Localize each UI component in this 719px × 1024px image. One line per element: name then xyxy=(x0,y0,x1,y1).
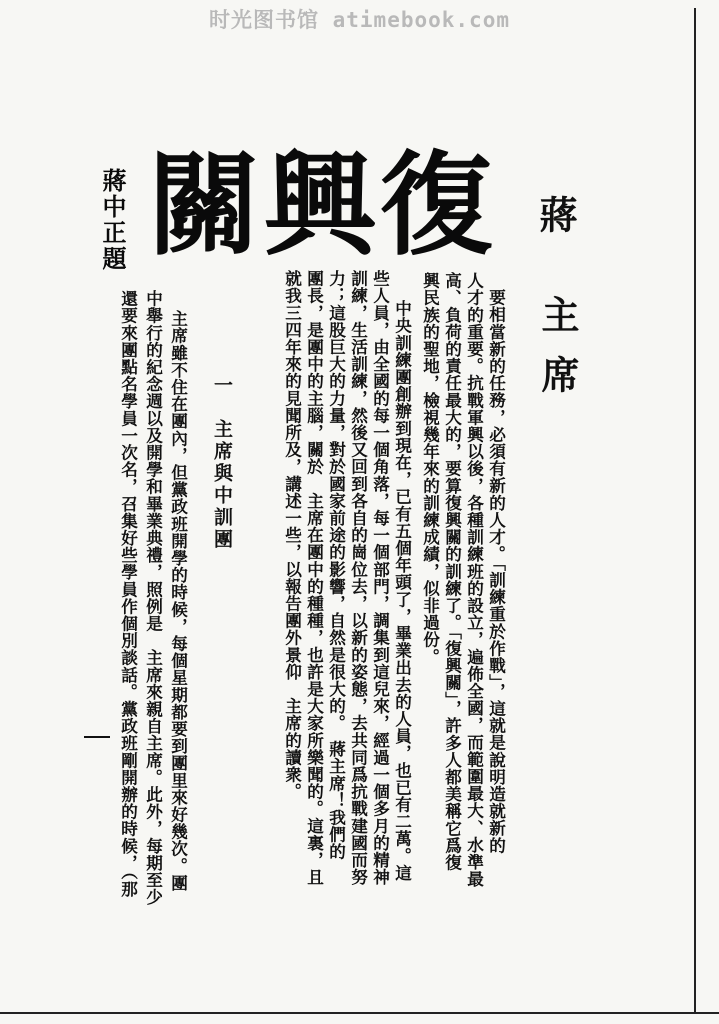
author-title: 主席 xyxy=(535,295,580,415)
site-watermark: 时光图书馆 atimebook.com xyxy=(208,8,510,32)
section-heading: 一 主席與中訓團 xyxy=(211,375,233,551)
para2-line3: 訓練，生活訓練，然後又回到各自的崗位去，以新的姿態，去共同爲抗戰建國而努 xyxy=(348,270,369,886)
title-calligraphy: 復興關 xyxy=(148,140,496,271)
para1-line4: 興民族的聖地，檢視幾年來的訓練成績，似非過份。 xyxy=(420,272,441,666)
signature-inscription: 蔣中正題 xyxy=(98,168,127,272)
para1-line1: 要相當新的任務，必須有新的人才。「訓練重於作戰」，這就是說明造就新的 xyxy=(486,289,507,854)
para2-line2: 些人員，由全國的每一個角落，每一個部門，調集到這兒來，經過一個多月的精神 xyxy=(370,270,391,886)
page-edge-bottom xyxy=(0,1012,719,1014)
page-edge-right xyxy=(694,8,696,1014)
para1-line2: 人才的重要。抗戰軍興以後，各種訓練班的設立，遍佈全國，而範圍最大、水準最 xyxy=(464,272,485,888)
para1-line3: 高、負荷的責任最大的，要算復興關的訓練了。「復興關」，許多人都美稱它爲復 xyxy=(442,272,463,871)
para2-line4: 力；這股巨大的力量，對於國家前途的影響，自然是很大的。 蔣主席！我們的 xyxy=(326,270,347,861)
page-number-mark xyxy=(84,736,110,738)
para2-line6: 就我三四年來的見聞所及，講述一些，以報告團外景仰 主席的讀衆。 xyxy=(282,270,303,801)
para2-line1: 中央訓練團創辦到現在，已有五個年頭了，畢業出去的人員，也已有二萬。這 xyxy=(392,300,413,882)
para2-line5: 團長，是團中的主腦，關於 主席在團中的種種，也許是大家所樂聞的。這裏，且 xyxy=(304,270,325,886)
para3-line1: 主席雖不住在團內，但黨政班開學的時候，每個星期都要到團里來好幾次。團 xyxy=(168,310,189,892)
para3-line3: 還要來團點名學員一次名，召集好些學員作個別談話。黨政班剛開辦的時候，（那 xyxy=(118,290,139,898)
author-name: 蔣 xyxy=(533,195,578,233)
para3-line2: 中舉行的紀念週以及開學和畢業典禮，照例是 主席來親自主席。此外，每期至少 xyxy=(143,290,164,906)
